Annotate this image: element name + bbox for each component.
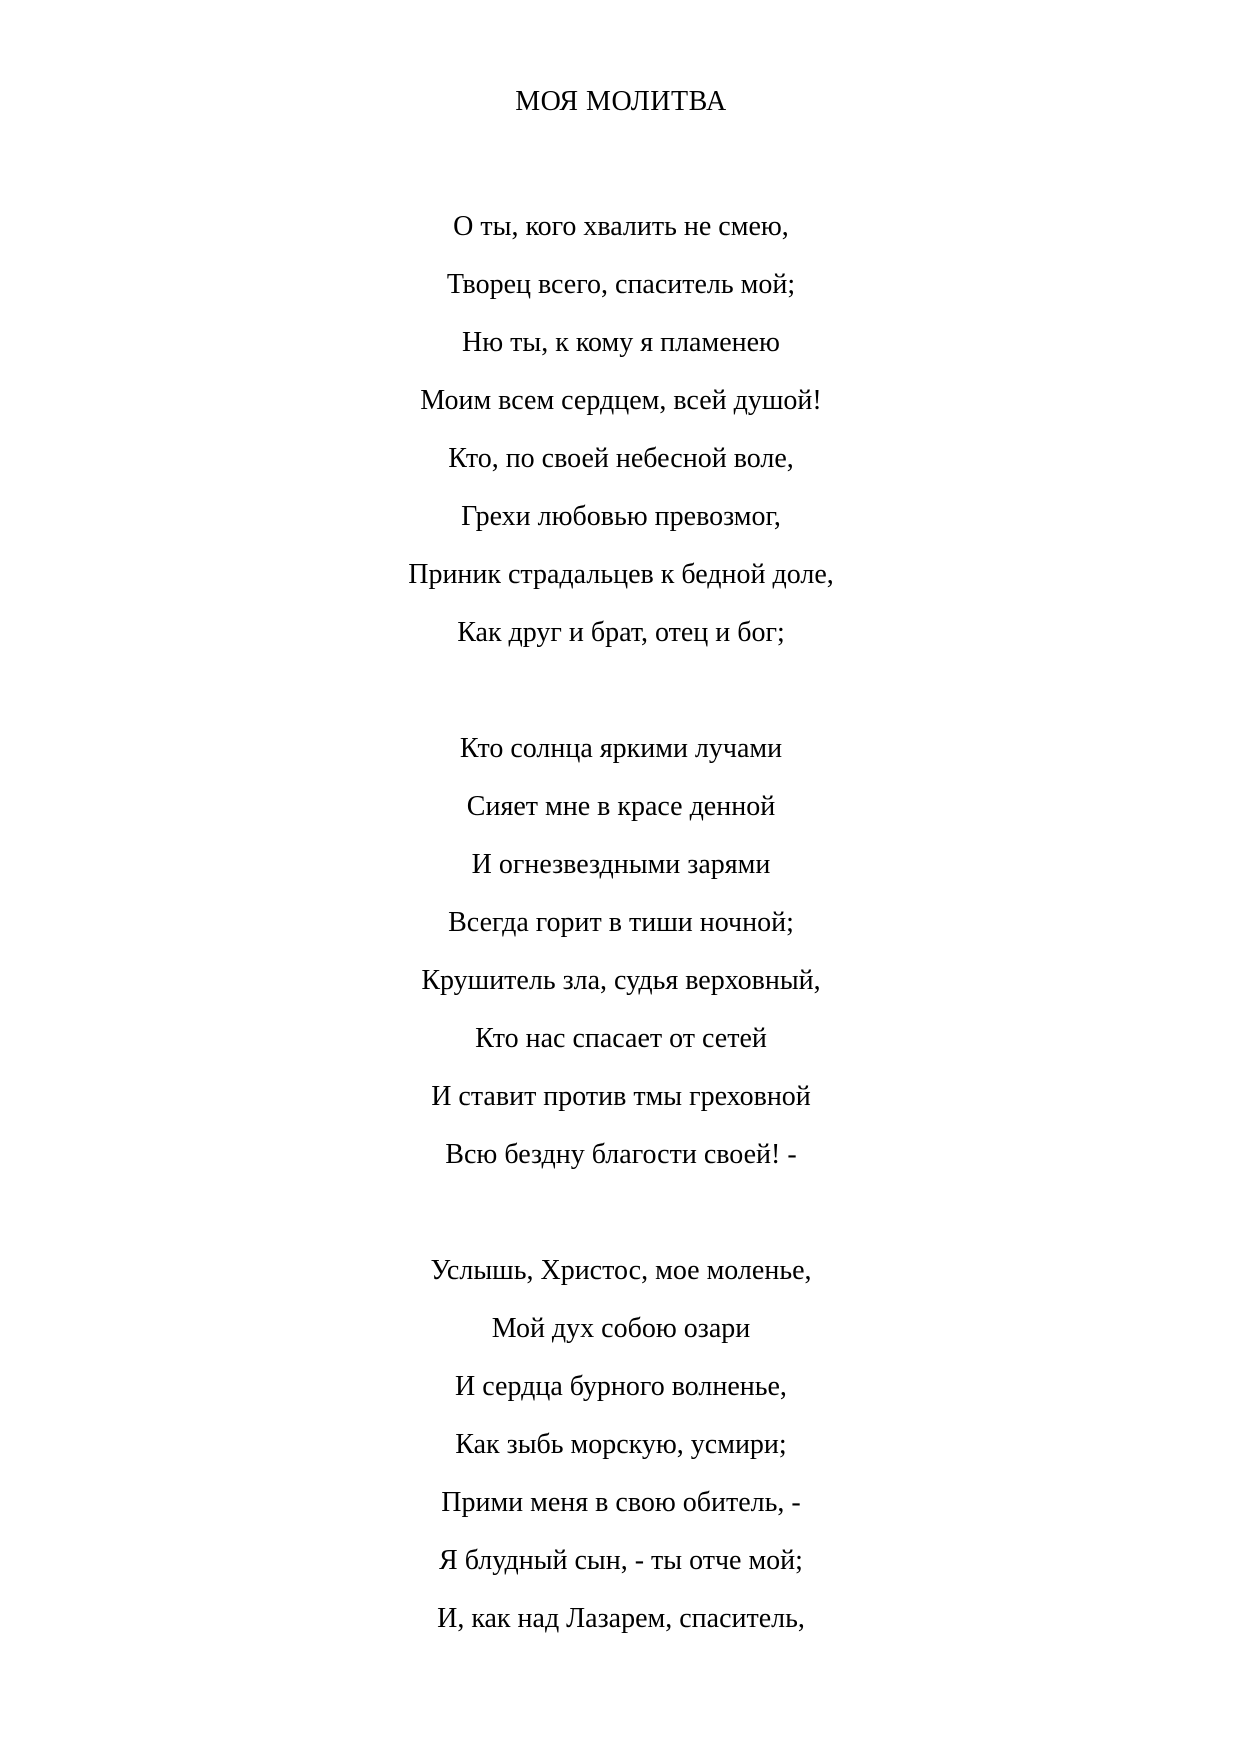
poem-line: И, как над Лазарем, спаситель,: [437, 1603, 805, 1634]
poem-line: И огнезвездными зарями: [471, 849, 771, 880]
poem-line: И ставит против тмы греховной: [431, 1081, 811, 1112]
poem-line: Мой дух собою озари: [491, 1313, 751, 1344]
poem-line: Сияет мне в красе денной: [466, 791, 776, 822]
poem-line: Приник страдальцев к бедной доле,: [408, 559, 834, 590]
poem-line: Кто, по своей небесной воле,: [448, 443, 794, 474]
poem-line: И сердца бурного волненье,: [455, 1371, 787, 1402]
poem-line: Творец всего, спаситель мой;: [446, 269, 796, 300]
poem-body: [0, 198, 1242, 1706]
stanza-2: [0, 720, 1242, 1184]
poem-line: Как друг и брат, отец и бог;: [457, 617, 785, 648]
poem-line: Ню ты, к кому я пламенею: [462, 327, 780, 358]
poem-line: О ты, кого хвалить не смею,: [453, 211, 789, 242]
poem-line: Прими меня в свою обитель, -: [441, 1487, 801, 1518]
poem-line: Всю бездну благости своей! -: [445, 1139, 797, 1170]
poem-line: Кто солнца яркими лучами: [459, 733, 783, 764]
stanza-3: [0, 1242, 1242, 1648]
poem-title: МОЯ МОЛИТВА: [515, 86, 727, 117]
poem-line: Я блудный сын, - ты отче мой;: [439, 1545, 803, 1576]
poem-line: Кто нас спасает от сетей: [475, 1023, 767, 1054]
poem-line: Услышь, Христос, мое моленье,: [430, 1255, 812, 1286]
poem-line: Всегда горит в тиши ночной;: [448, 907, 794, 938]
poem-line: Крушитель зла, судья верховный,: [421, 965, 821, 996]
poem-line: Грехи любовью превозмог,: [461, 501, 781, 532]
poem-line: Как зыбь морскую, усмири;: [455, 1429, 787, 1460]
stanza-1: [0, 198, 1242, 662]
poem-line: Моим всем сердцем, всей душой!: [420, 385, 822, 416]
